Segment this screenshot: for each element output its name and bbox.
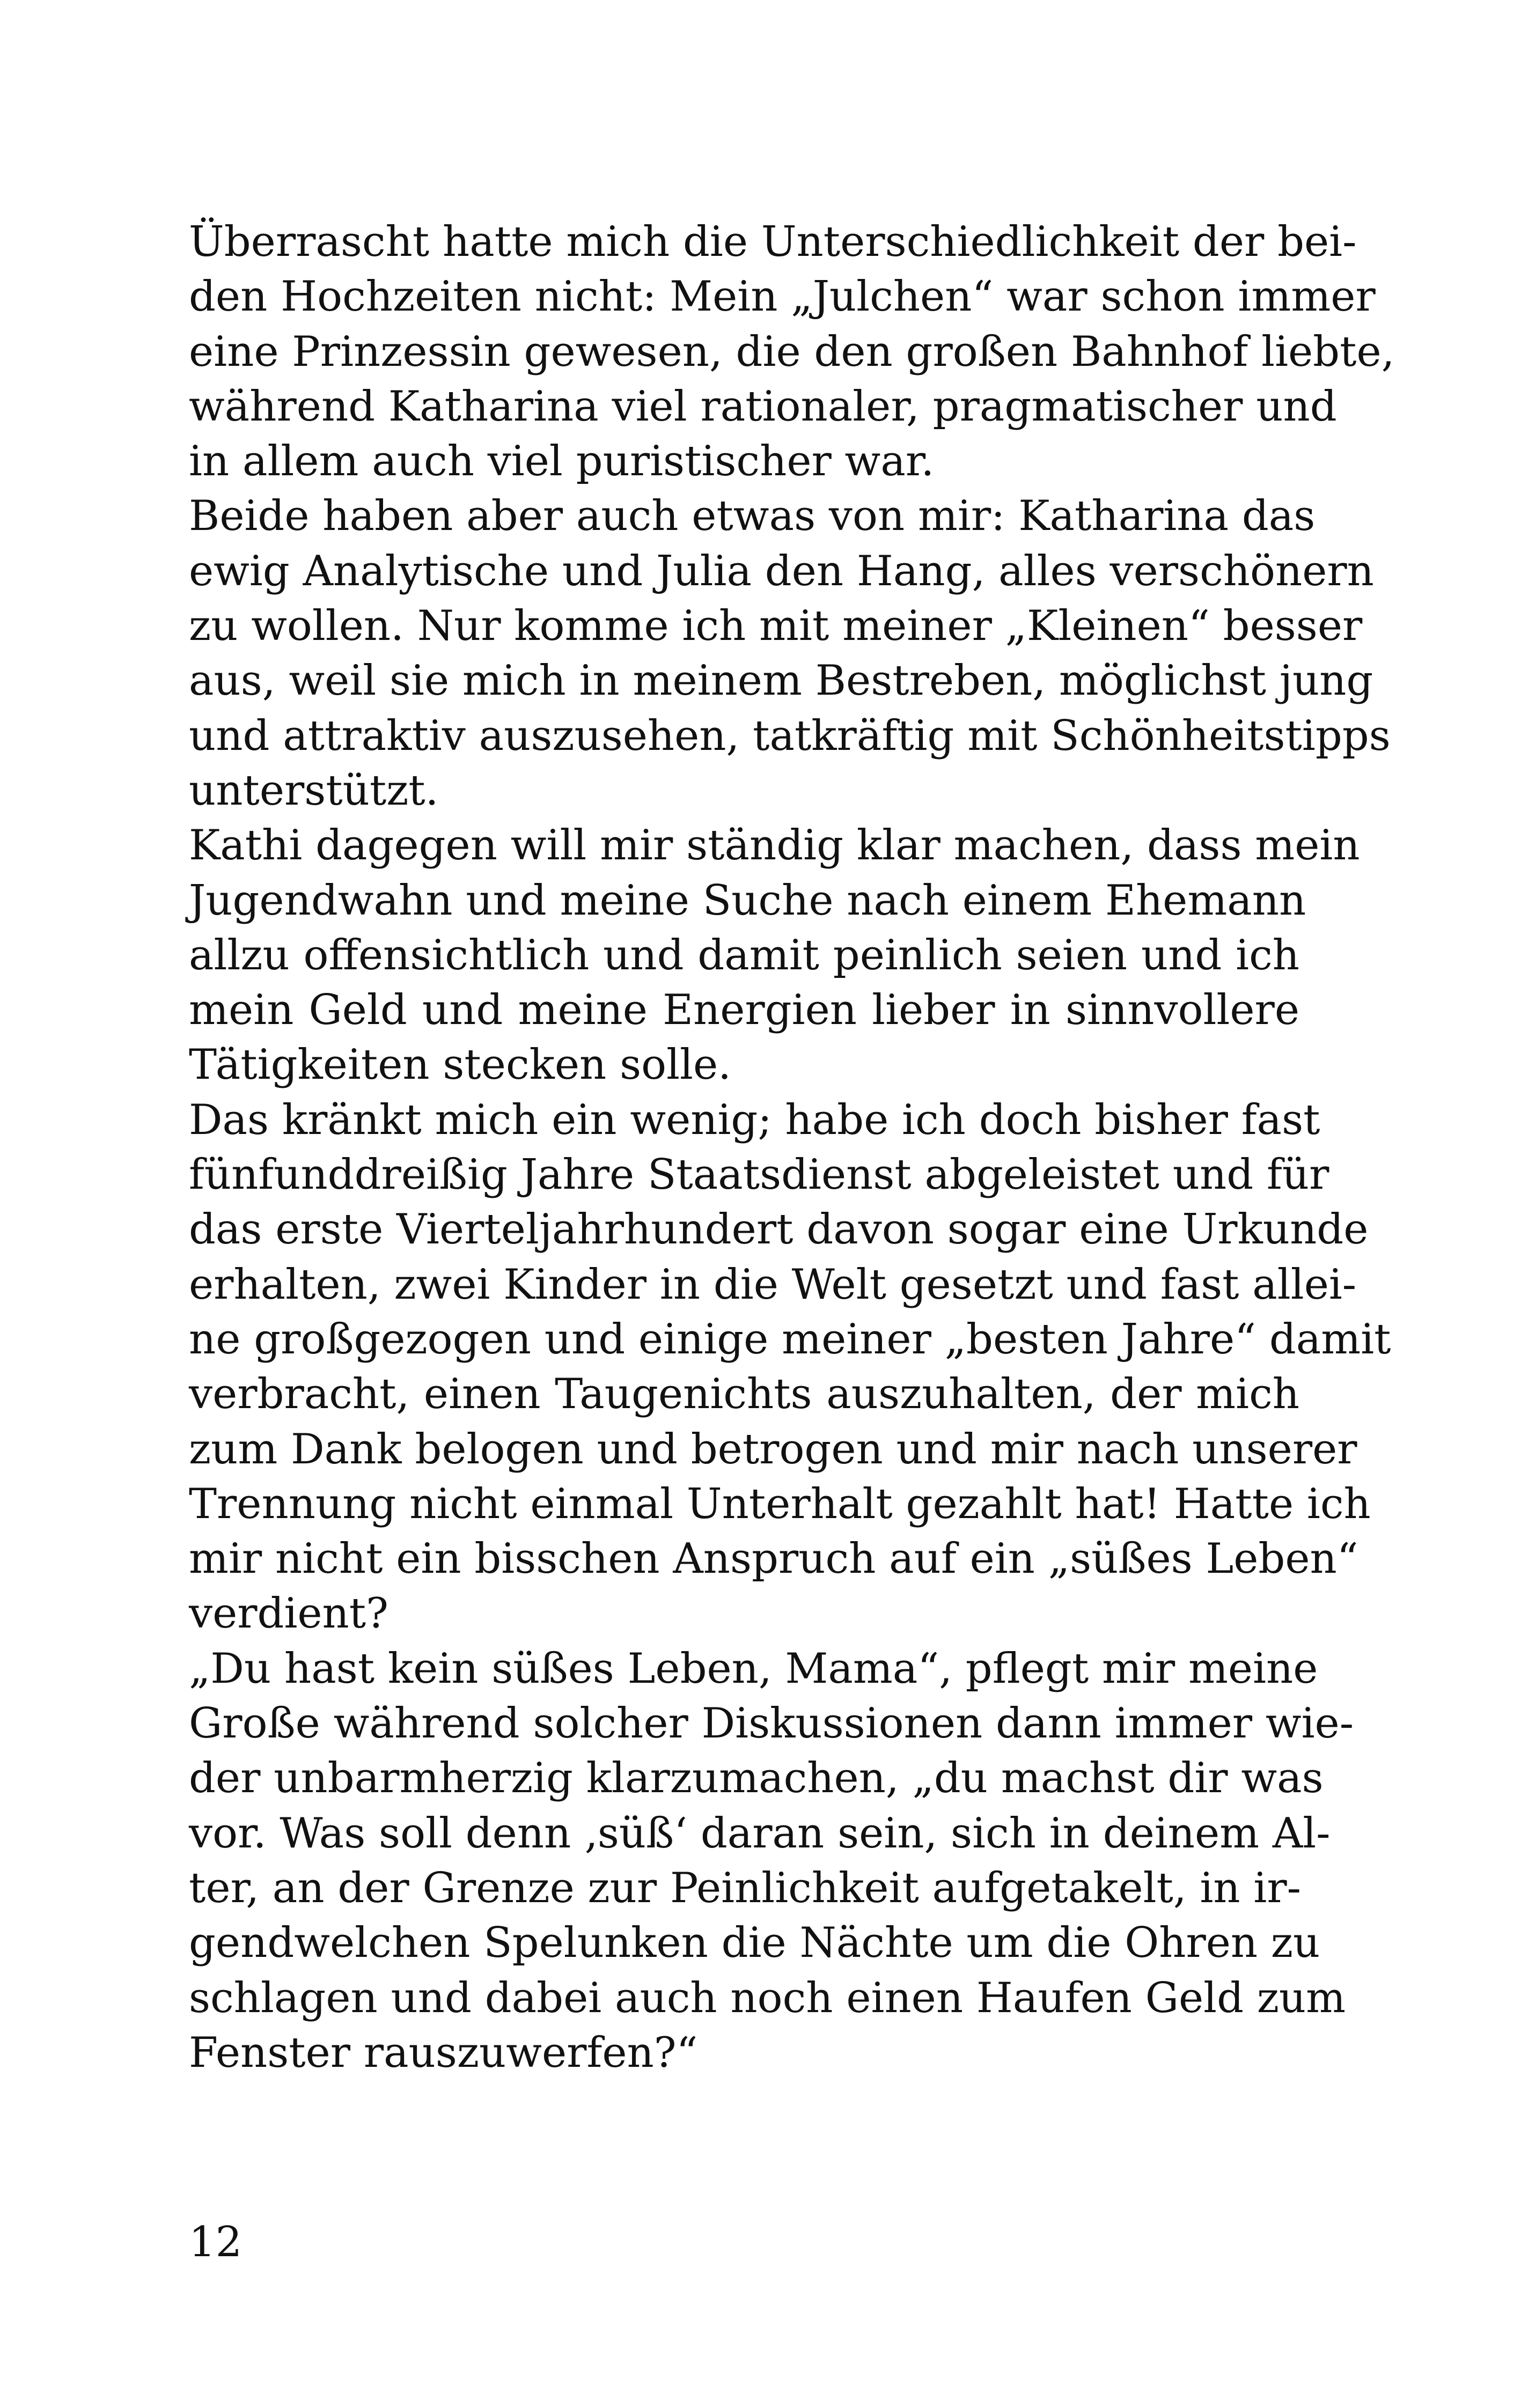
text-line: gendwelchen Spelunken die Nächte um die Ohren zu — [189, 1919, 1320, 1968]
text-line: vor. Was soll denn ‚süß‘ daran sein, sich in deinem Al- — [189, 1809, 1331, 1858]
paragraph-5 — [189, 1641, 1354, 2080]
text-line: und attraktiv auszusehen, tatkräftig mit Schönheitstipps — [189, 711, 1391, 760]
text-line: Jugendwahn und meine Suche nach einem Ehemann — [189, 876, 1306, 925]
paragraph-1 — [189, 215, 1395, 489]
text-line: in allem auch viel puristischer war. — [189, 437, 935, 486]
text-line: zum Dank belogen und betrogen und mir nach unserer — [189, 1425, 1357, 1474]
text-line: eine Prinzessin gewesen, die den großen Bahnhof liebte, — [189, 327, 1395, 376]
paragraph-2 — [189, 489, 1391, 818]
text-line: „Du hast kein süßes Leben, Mama“, pflegt mir meine — [189, 1644, 1318, 1693]
text-line: ne großgezogen und einige meiner „besten Jahre“ damit — [189, 1315, 1391, 1364]
text-line: Große während solcher Diskussionen dann immer wie- — [189, 1699, 1354, 1748]
text-line: Kathi dagegen will mir ständig klar machen, dass mein — [189, 821, 1360, 870]
text-line: verdient? — [189, 1589, 388, 1638]
text-line: unterstützt. — [189, 766, 439, 815]
text-line: zu wollen. Nur komme ich mit meiner „Kleinen“ besser — [189, 602, 1363, 651]
text-line: verbracht, einen Taugenichts auszuhalten, der mich — [189, 1370, 1299, 1419]
text-line: Das kränkt mich ein wenig; habe ich doch bisher fast — [189, 1095, 1320, 1144]
text-line: Beide haben aber auch etwas von mir: Katharina das — [189, 492, 1316, 541]
text-line: aus, weil sie mich in meinem Bestreben, möglichst jung — [189, 657, 1373, 705]
text-line: mir nicht ein bisschen Anspruch auf ein „süßes Leben“ — [189, 1535, 1358, 1584]
text-line: der unbarmherzig klarzumachen, „du machst dir was — [189, 1754, 1324, 1803]
text-line: schlagen und dabei auch noch einen Haufen Geld zum — [189, 1973, 1346, 2022]
text-line: fünfunddreißig Jahre Staatsdienst abgeleistet und für — [189, 1151, 1329, 1199]
text-line: mein Geld und meine Energien lieber in sinnvollere — [189, 986, 1299, 1035]
text-line: allzu offensichtlich und damit peinlich seien und ich — [189, 931, 1299, 980]
text-line: ter, an der Grenze zur Peinlichkeit aufgetakelt, in ir- — [189, 1864, 1302, 1912]
text-line: den Hochzeiten nicht: Mein „Julchen“ war schon immer — [189, 273, 1376, 321]
text-line: Fenster rauszuwerfen?“ — [189, 2028, 698, 2077]
paragraph-3 — [189, 818, 1360, 1092]
text-line: Trennung nicht einmal Unterhalt gezahlt hat! Hatte ich — [189, 1479, 1371, 1528]
paragraph-4 — [189, 1093, 1391, 1641]
text-line: Überrascht hatte mich die Unterschiedlichkeit der bei- — [189, 218, 1357, 266]
body-text — [189, 215, 1395, 2080]
text-line: erhalten, zwei Kinder in die Welt gesetzt und fast allei- — [189, 1260, 1357, 1309]
text-line: ewig Analytische und Julia den Hang, alles verschönern — [189, 547, 1374, 595]
text-line: während Katharina viel rationaler, pragmatischer und — [189, 382, 1337, 431]
page-number: 12 — [189, 2218, 243, 2266]
text-line: das erste Vierteljahrhundert davon sogar eine Urkunde — [189, 1205, 1369, 1254]
text-line: Tätigkeiten stecken solle. — [189, 1041, 731, 1089]
